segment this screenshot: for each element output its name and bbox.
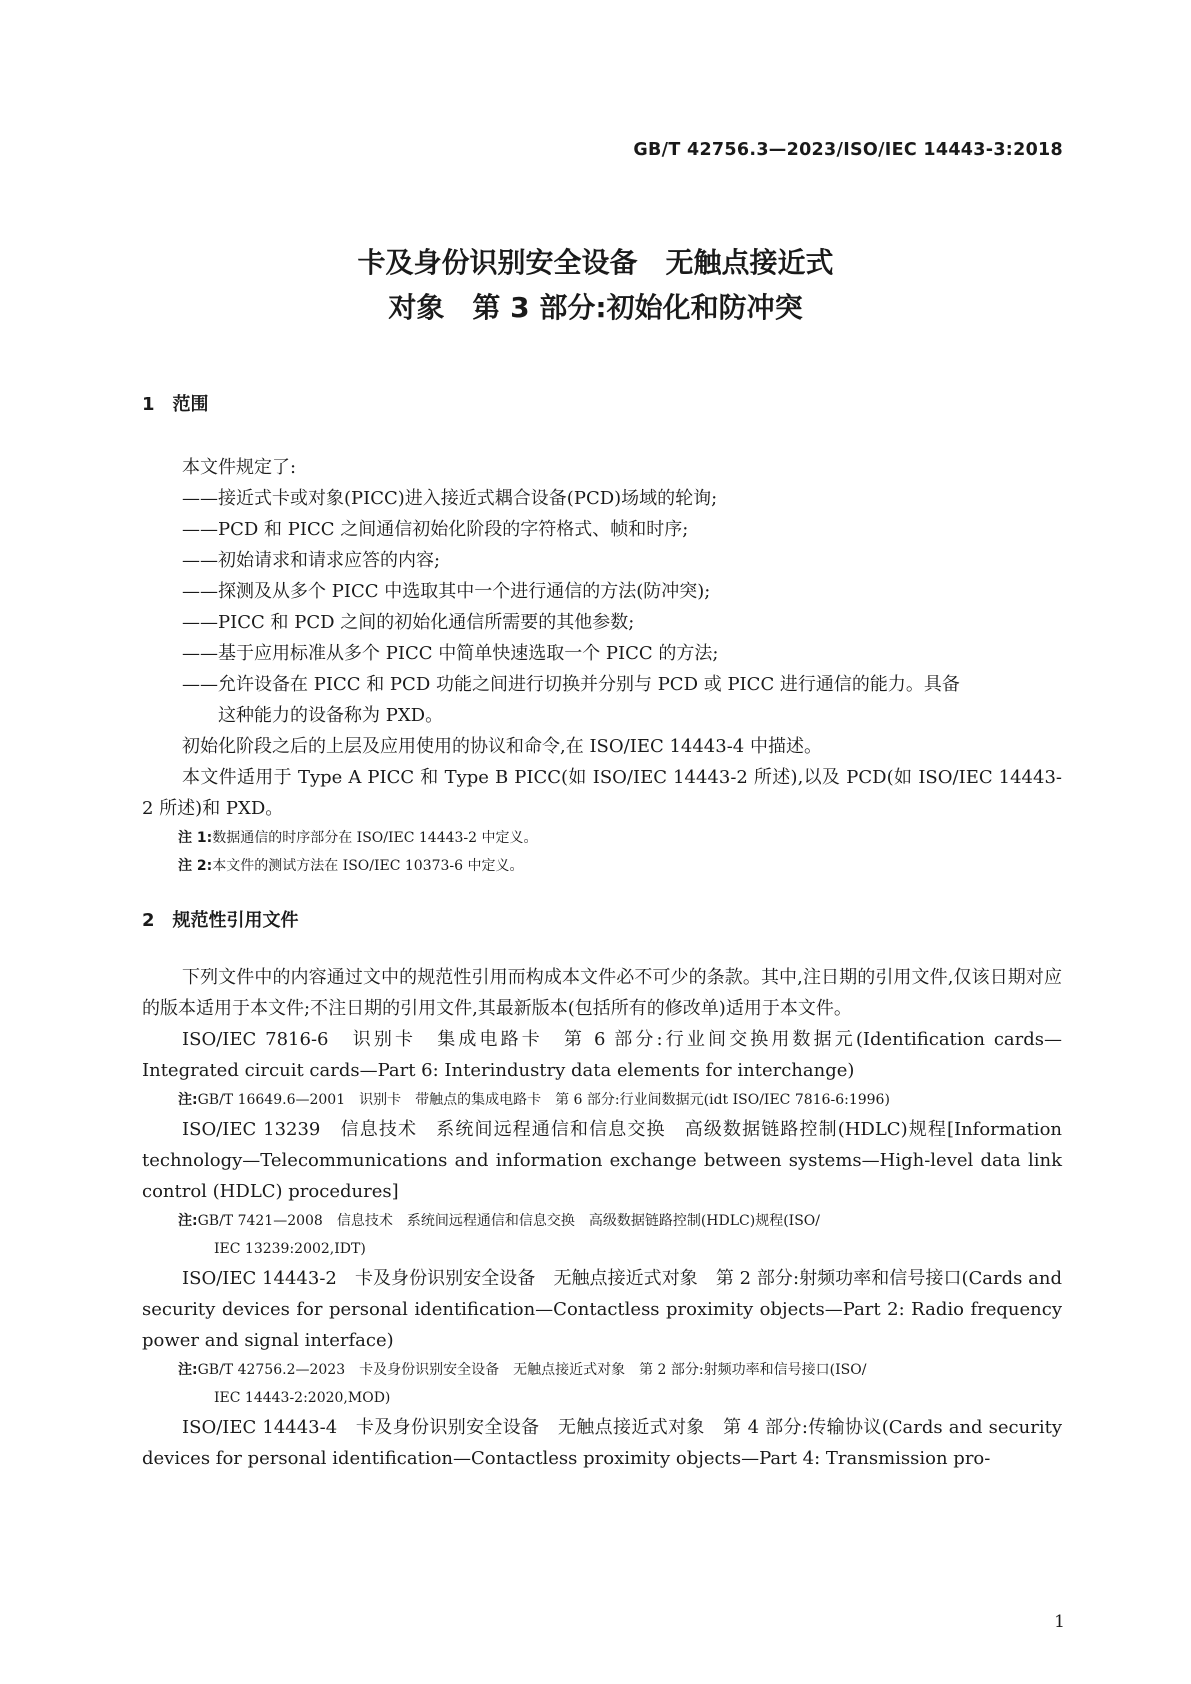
note-label: 注: bbox=[178, 1362, 198, 1378]
reference-entry: ISO/IEC 13239 信息技术 系统间远程通信和信息交换 高级数据链路控制(HDLC)规程[Information technology—Telecommunications and information exchange between systems—High-level data link control (HDLC) procedures] bbox=[142, 1119, 1062, 1202]
note bbox=[142, 1207, 1062, 1235]
list-item: ——探测及从多个 PICC 中选取其中一个进行通信的方法(防冲突); bbox=[182, 581, 711, 602]
scope-intro: 本文件规定了: bbox=[182, 457, 297, 478]
note-text: 本文件的测试方法在 ISO/IEC 10373-6 中定义。 bbox=[212, 858, 524, 874]
document-body bbox=[142, 390, 1062, 1474]
reference-entry: ISO/IEC 14443-4 卡及身份识别安全设备 无触点接近式对象 第 4 部分:传输协议(Cards and security devices for personal identification—Contactless proximity objects—Part 4: Transmission pro- bbox=[142, 1417, 1062, 1469]
note bbox=[142, 824, 1062, 852]
list-item: ——基于应用标准从多个 PICC 中简单快速选取一个 PICC 的方法; bbox=[182, 643, 719, 664]
document-title bbox=[0, 240, 1191, 330]
note-text: GB/T 42756.2—2023 卡及身份识别安全设备 无触点接近式对象 第 2 部分:射频功率和信号接口(ISO/ bbox=[197, 1362, 867, 1378]
title-line-1: 卡及身份识别安全设备 无触点接近式 bbox=[357, 246, 834, 279]
list-item: ——PCD 和 PICC 之间通信初始化阶段的字符格式、帧和时序; bbox=[182, 519, 689, 540]
note bbox=[142, 1356, 1062, 1384]
title-line-2: 对象 第 3 部分:初始化和防冲突 bbox=[388, 291, 803, 324]
note-label: 注 1: bbox=[178, 830, 213, 846]
standard-number: GB/T 42756.3—2023/ISO/IEC 14443-3:2018 bbox=[633, 140, 1063, 160]
section-1-heading: 1 范围 bbox=[142, 394, 209, 415]
references-intro: 下列文件中的内容通过文中的规范性引用而构成本文件必不可少的条款。其中,注日期的引用文件,仅该日期对应的版本适用于本文件;不注日期的引用文件,其最新版本(包括所有的修改单)适用于本文件。 bbox=[142, 967, 1062, 1019]
note-label: 注: bbox=[178, 1092, 198, 1108]
list-item: ——接近式卡或对象(PICC)进入接近式耦合设备(PCD)场域的轮询; bbox=[182, 488, 718, 509]
scope-paragraph: 初始化阶段之后的上层及应用使用的协议和命令,在 ISO/IEC 14443-4 中描述。 bbox=[182, 736, 822, 757]
section-2-heading: 2 规范性引用文件 bbox=[142, 910, 299, 931]
list-item-continuation: 这种能力的设备称为 PXD。 bbox=[218, 705, 444, 726]
list-item: ——初始请求和请求应答的内容; bbox=[182, 550, 441, 571]
note-continuation: IEC 13239:2002,IDT) bbox=[214, 1241, 366, 1257]
note-continuation: IEC 14443-2:2020,MOD) bbox=[214, 1390, 391, 1406]
reference-entry: ISO/IEC 7816-6 识别卡 集成电路卡 第 6 部分:行业间交换用数据元(Identification cards—Integrated circuit cards—Part 6: Interindustry data elements for interchange) bbox=[142, 1029, 1062, 1081]
note-text: GB/T 7421—2008 信息技术 系统间远程通信和信息交换 高级数据链路控制(HDLC)规程(ISO/ bbox=[197, 1213, 820, 1229]
note bbox=[142, 852, 1062, 880]
note-label: 注 2: bbox=[178, 858, 213, 874]
note-text: 数据通信的时序部分在 ISO/IEC 14443-2 中定义。 bbox=[212, 830, 538, 846]
note-text: GB/T 16649.6—2001 识别卡 带触点的集成电路卡 第 6 部分:行业间数据元(idt ISO/IEC 7816-6:1996) bbox=[197, 1092, 890, 1108]
list-item: ——PICC 和 PCD 之间的初始化通信所需要的其他参数; bbox=[182, 612, 635, 633]
reference-entry: ISO/IEC 14443-2 卡及身份识别安全设备 无触点接近式对象 第 2 部分:射频功率和信号接口(Cards and security devices for personal identification—Contactless proximity objects—Part 2: Radio frequency power and signal interface) bbox=[142, 1268, 1062, 1351]
scope-paragraph: 本文件适用于 Type A PICC 和 Type B PICC(如 ISO/IEC 14443-2 所述),以及 PCD(如 ISO/IEC 14443-2 所述)和 PXD。 bbox=[142, 767, 1062, 819]
note-label: 注: bbox=[178, 1213, 198, 1229]
page-number: 1 bbox=[1054, 1612, 1065, 1632]
list-item: ——允许设备在 PICC 和 PCD 功能之间进行切换并分别与 PCD 或 PICC 进行通信的能力。具备 bbox=[182, 674, 960, 695]
note bbox=[142, 1086, 1062, 1114]
